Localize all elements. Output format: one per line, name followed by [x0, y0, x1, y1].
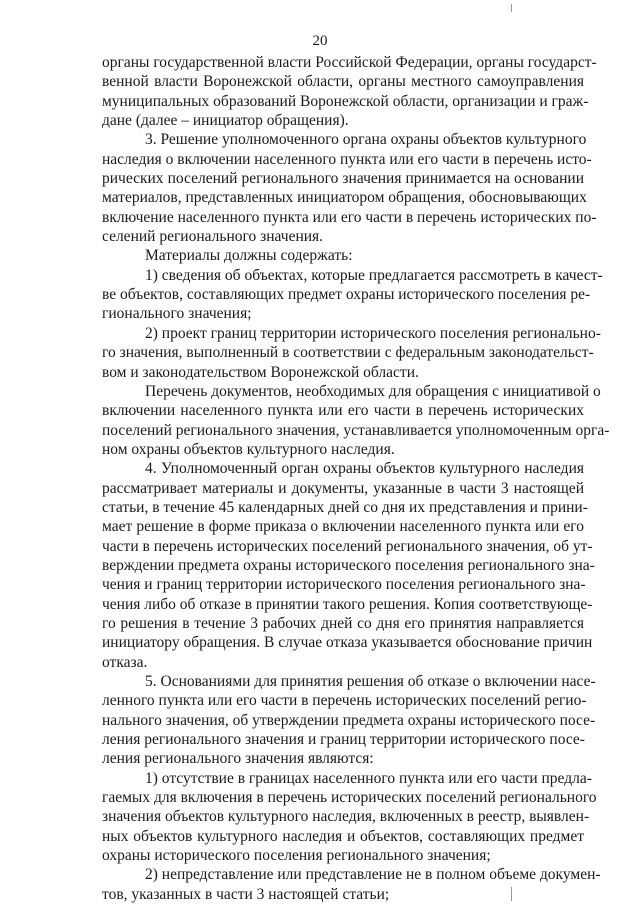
- text-line: наследия о включении населенного пункта или его части в перечень исто-: [102, 150, 592, 168]
- text-line: 2) непредставление или представление не в полном объеме докумен-: [145, 866, 601, 884]
- text-line: 1) сведения об объектах, которые предлагается рассмотреть в качест-: [145, 266, 603, 284]
- text-line: ления регионального значения являются:: [102, 750, 374, 768]
- scan-artifact-top: [511, 4, 512, 12]
- text-line: чения и границ территории исторического поселения регионального зна-: [102, 576, 586, 594]
- text-line: вом и законодательством Воронежской области.: [102, 363, 419, 381]
- text-line: 5. Основаниями для принятия решения об отказе о включении насе-: [145, 673, 596, 690]
- text-line: 4. Уполномоченный орган охраны объектов культурного наследия: [145, 460, 584, 478]
- text-line: чения либо об отказе в принятии такого решения. Копия соответствующе-: [102, 595, 593, 613]
- text-line: тов, указанных в части 3 настоящей статьи;: [102, 885, 390, 903]
- text-line: включении населенного пункта или его части в перечень исторических: [102, 402, 584, 420]
- text-line: статьи, в течение 45 календарных дней со дня их представления и прини-: [102, 498, 588, 516]
- text-line: 2) проект границ территории исторического поселения регионально-: [145, 324, 601, 342]
- page-number: 20: [312, 33, 328, 49]
- text-line: нального значения, об утверждении предмета охраны исторического посе-: [102, 711, 596, 729]
- text-line: селений регионального значения.: [102, 228, 324, 246]
- text-line: муниципальных образований Воронежской области, организации и граж-: [102, 92, 589, 110]
- text-line: значения объектов культурного наследия, включенных в реестр, выявлен-: [102, 808, 590, 826]
- text-line: отказа.: [102, 653, 148, 671]
- text-line: венной власти Воронежской области, органы местного самоуправления: [102, 73, 584, 91]
- text-line: верждении предмета охраны исторического поселения регионального зна-: [102, 556, 595, 574]
- text-line: включение населенного пункта или его части в перечень исторических по-: [102, 208, 597, 226]
- text-line: материалов, представленных инициатором обращения, обосновывающих: [102, 189, 587, 207]
- text-line: рассматривает материалы и документы, указанные в части 3 настоящей: [102, 479, 584, 497]
- text-line: Материалы должны содержать:: [145, 247, 353, 265]
- text-line: ве объектов, составляющих предмет охраны исторического поселения ре-: [102, 286, 591, 304]
- text-line: го решения в течение 3 рабочих дней со дня его принятия направляется: [102, 614, 584, 632]
- text-line: ленного пункта или его части в перечень исторических поселений регио-: [102, 692, 587, 710]
- text-line: го значения, выполненный в соответствии с федеральным законодательст-: [102, 344, 594, 362]
- text-line: рических поселений регионального значения принимается на основании: [102, 170, 584, 188]
- text-line: мает решение в форме приказа о включении населенного пункта или его: [102, 518, 584, 536]
- document-body: [102, 53, 610, 904]
- text-line: инициатору обращения. В случае отказа указывается обоснование причин: [102, 634, 593, 652]
- text-line: поселений регионального значения, устанавливается уполномоченным орга-: [102, 421, 610, 439]
- text-line: части в перечень исторических поселений регионального значения, об ут-: [102, 537, 593, 555]
- text-line: органы государственной власти Российской Федерации, органы государст-: [102, 54, 597, 71]
- text-line: ном охраны объектов культурного наследия.: [102, 440, 395, 458]
- text-line: 3. Решение уполномоченного органа охраны объектов культурного: [145, 131, 587, 149]
- text-line: 1) отсутствие в границах населенного пункта или его части предла-: [145, 769, 592, 787]
- text-line: гаемых для включения в перечень исторических поселений регионального: [102, 789, 597, 807]
- text-line: дане (далее – инициатор обращения).: [102, 112, 349, 130]
- text-line: гионального значения;: [102, 305, 252, 323]
- text-line: ления регионального значения и границ территории исторического посе-: [102, 731, 585, 749]
- text-line: Перечень документов, необходимых для обращения с инициативой о: [145, 382, 601, 400]
- text-line: охраны исторического поселения регионального значения;: [102, 847, 491, 865]
- text-line: ных объектов культурного наследия и объектов, составляющих предмет: [102, 827, 584, 845]
